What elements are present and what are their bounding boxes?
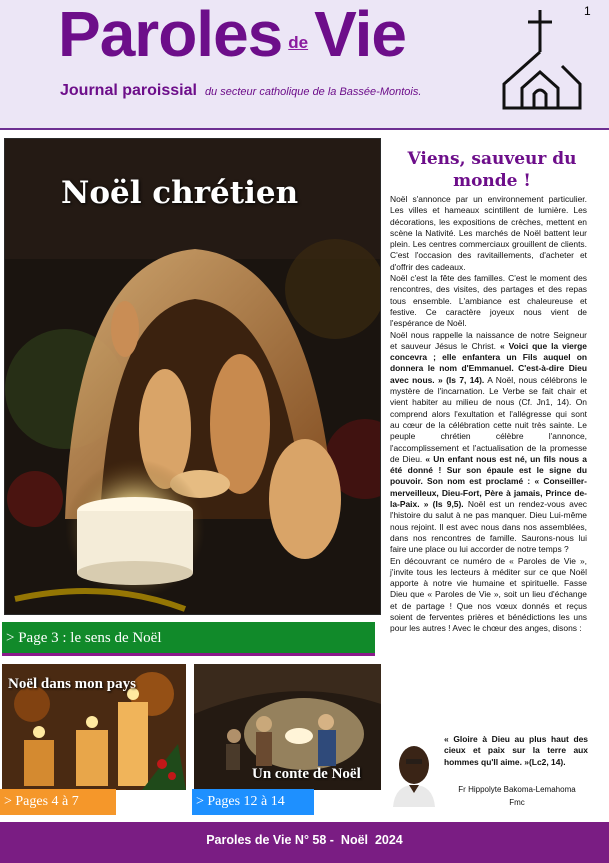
signature (442, 783, 592, 809)
link-pages-4-7[interactable]: > Pages 4 à 7 (0, 789, 116, 815)
link-page-3[interactable]: > Page 3 : le sens de Noël (2, 622, 375, 656)
closing-quote: « Gloire à Dieu au plus haut des cieux et paix sur la terre aux hommes qu'Il aime. »(Lc2, 14). (444, 734, 588, 767)
title-word-de: de (288, 33, 309, 52)
newspaper-title (58, 0, 406, 70)
quote-isaiah-7: « Voici que la vierge concevra ; elle enfantera un Fils auquel on donnera le nom d'Emmanuel. C'est-à-dire Dieu avec nous. » (Is 7, 14). (390, 340, 587, 385)
article-paragraph-2: Noël c'est la fête des familles. C'est le moment des rencontres, des visites, des partages et des repas tous ensemble. L'ambiance est chaleureuse et festive. Ce caractère joyeux nous vient de l'espérance de Noël. (390, 273, 587, 329)
newspaper-subtitle (60, 82, 421, 100)
title-word-paroles: Paroles (58, 0, 283, 70)
quote-isaiah-9: « Un enfant nous est né, un fils nous a été donné ! Sur son épaule est le signe du pouvoir. Son nom est proclamé : « Conseiller-merveilleux, Dieu-Fort, Père à jamais, Prince de-la-Paix. » (Is 9,5). (390, 453, 587, 510)
masthead (0, 0, 609, 130)
article-body (390, 194, 587, 635)
article-paragraph-4: En découvrant ce numéro de « Paroles de Vie », j'invite tous les lecteurs à méditer sur ce que Noël apporte à notre vie humaine et spirituelle. Fasse Dieu que « Paroles de Vie », soit un lieu d'échange et de partage ! Que nos vœux donnés et reçus soient de ferventes prières et bénédictions les uns pour les autres ! Avec le chœur des anges, disons : (390, 555, 587, 634)
title-word-vie: Vie (314, 0, 406, 70)
thumb-nativity-painting[interactable] (194, 664, 381, 790)
page-number: 1 (584, 4, 591, 18)
paragraph-3-intro: Noël nous rappelle la naissance de notre Seigneur et sauveur Jésus le Christ. (390, 329, 587, 351)
author-photo (389, 735, 439, 807)
paragraph-3-end: Noël est un rendez-vous avec l'histoire du salut à ne pas manquer. Dieu Lui-même nous rejoint. Il est avec nous dans nos assemblées, dans nos rencontres de famille. Saurons-nous lui faire une place ou lui accorder de notre temps ? (390, 499, 587, 555)
hero-title: Noël chrétien (61, 175, 299, 211)
link-pages-12-14[interactable]: > Pages 12 à 14 (192, 789, 314, 815)
church-icon (500, 8, 584, 112)
subtitle-journal: Journal paroissial (60, 82, 197, 99)
subtitle-sector: du secteur catholique de la Bassée-Montois. (204, 86, 422, 98)
author-name: Fr Hippolyte Bakoma-Lemahoma (458, 785, 576, 794)
hero-photo (4, 138, 381, 615)
article-title: Viens, sauveur du monde ! (407, 149, 577, 191)
article-paragraph-1: Noël s'annonce par un environnement particulier. Les villes et hameaux scintillent de lumière. Les décorations, les expositions de crèches, mettent en scène la Nativité. Les marchés de Noël battent leur plein. Les centres commerciaux grouillent de clients. C'est l'occasion des ravitaillements, d'acheter et d'offrir des cadeaux. (390, 194, 587, 272)
author-suffix: Fmc (509, 798, 525, 807)
paragraph-3-middle: A Noël, nous célébrons le mystère de l'incarnation. Le Verbe se fait chair et vient habiter au milieu de nous (Cf. Jn1, 14). On comprend alors l'exultation et l'allégresse qui sont au cœur de la célébration cette nuit très sainte. Le peuple chrétien célèbre l'annonce, l'accomplissement et l'actualisation de la promesse de Dieu. (390, 374, 588, 464)
article-paragraph-3 (390, 330, 587, 556)
thumb-label-noel-pays: Noël dans mon pays (8, 676, 136, 692)
footer (0, 822, 609, 863)
footer-issue: Paroles de Vie N° 58 - Noël 2024 (206, 833, 403, 847)
thumb-label-conte: Un conte de Noël (252, 766, 361, 782)
thumb-christmas-candles[interactable] (2, 664, 186, 790)
